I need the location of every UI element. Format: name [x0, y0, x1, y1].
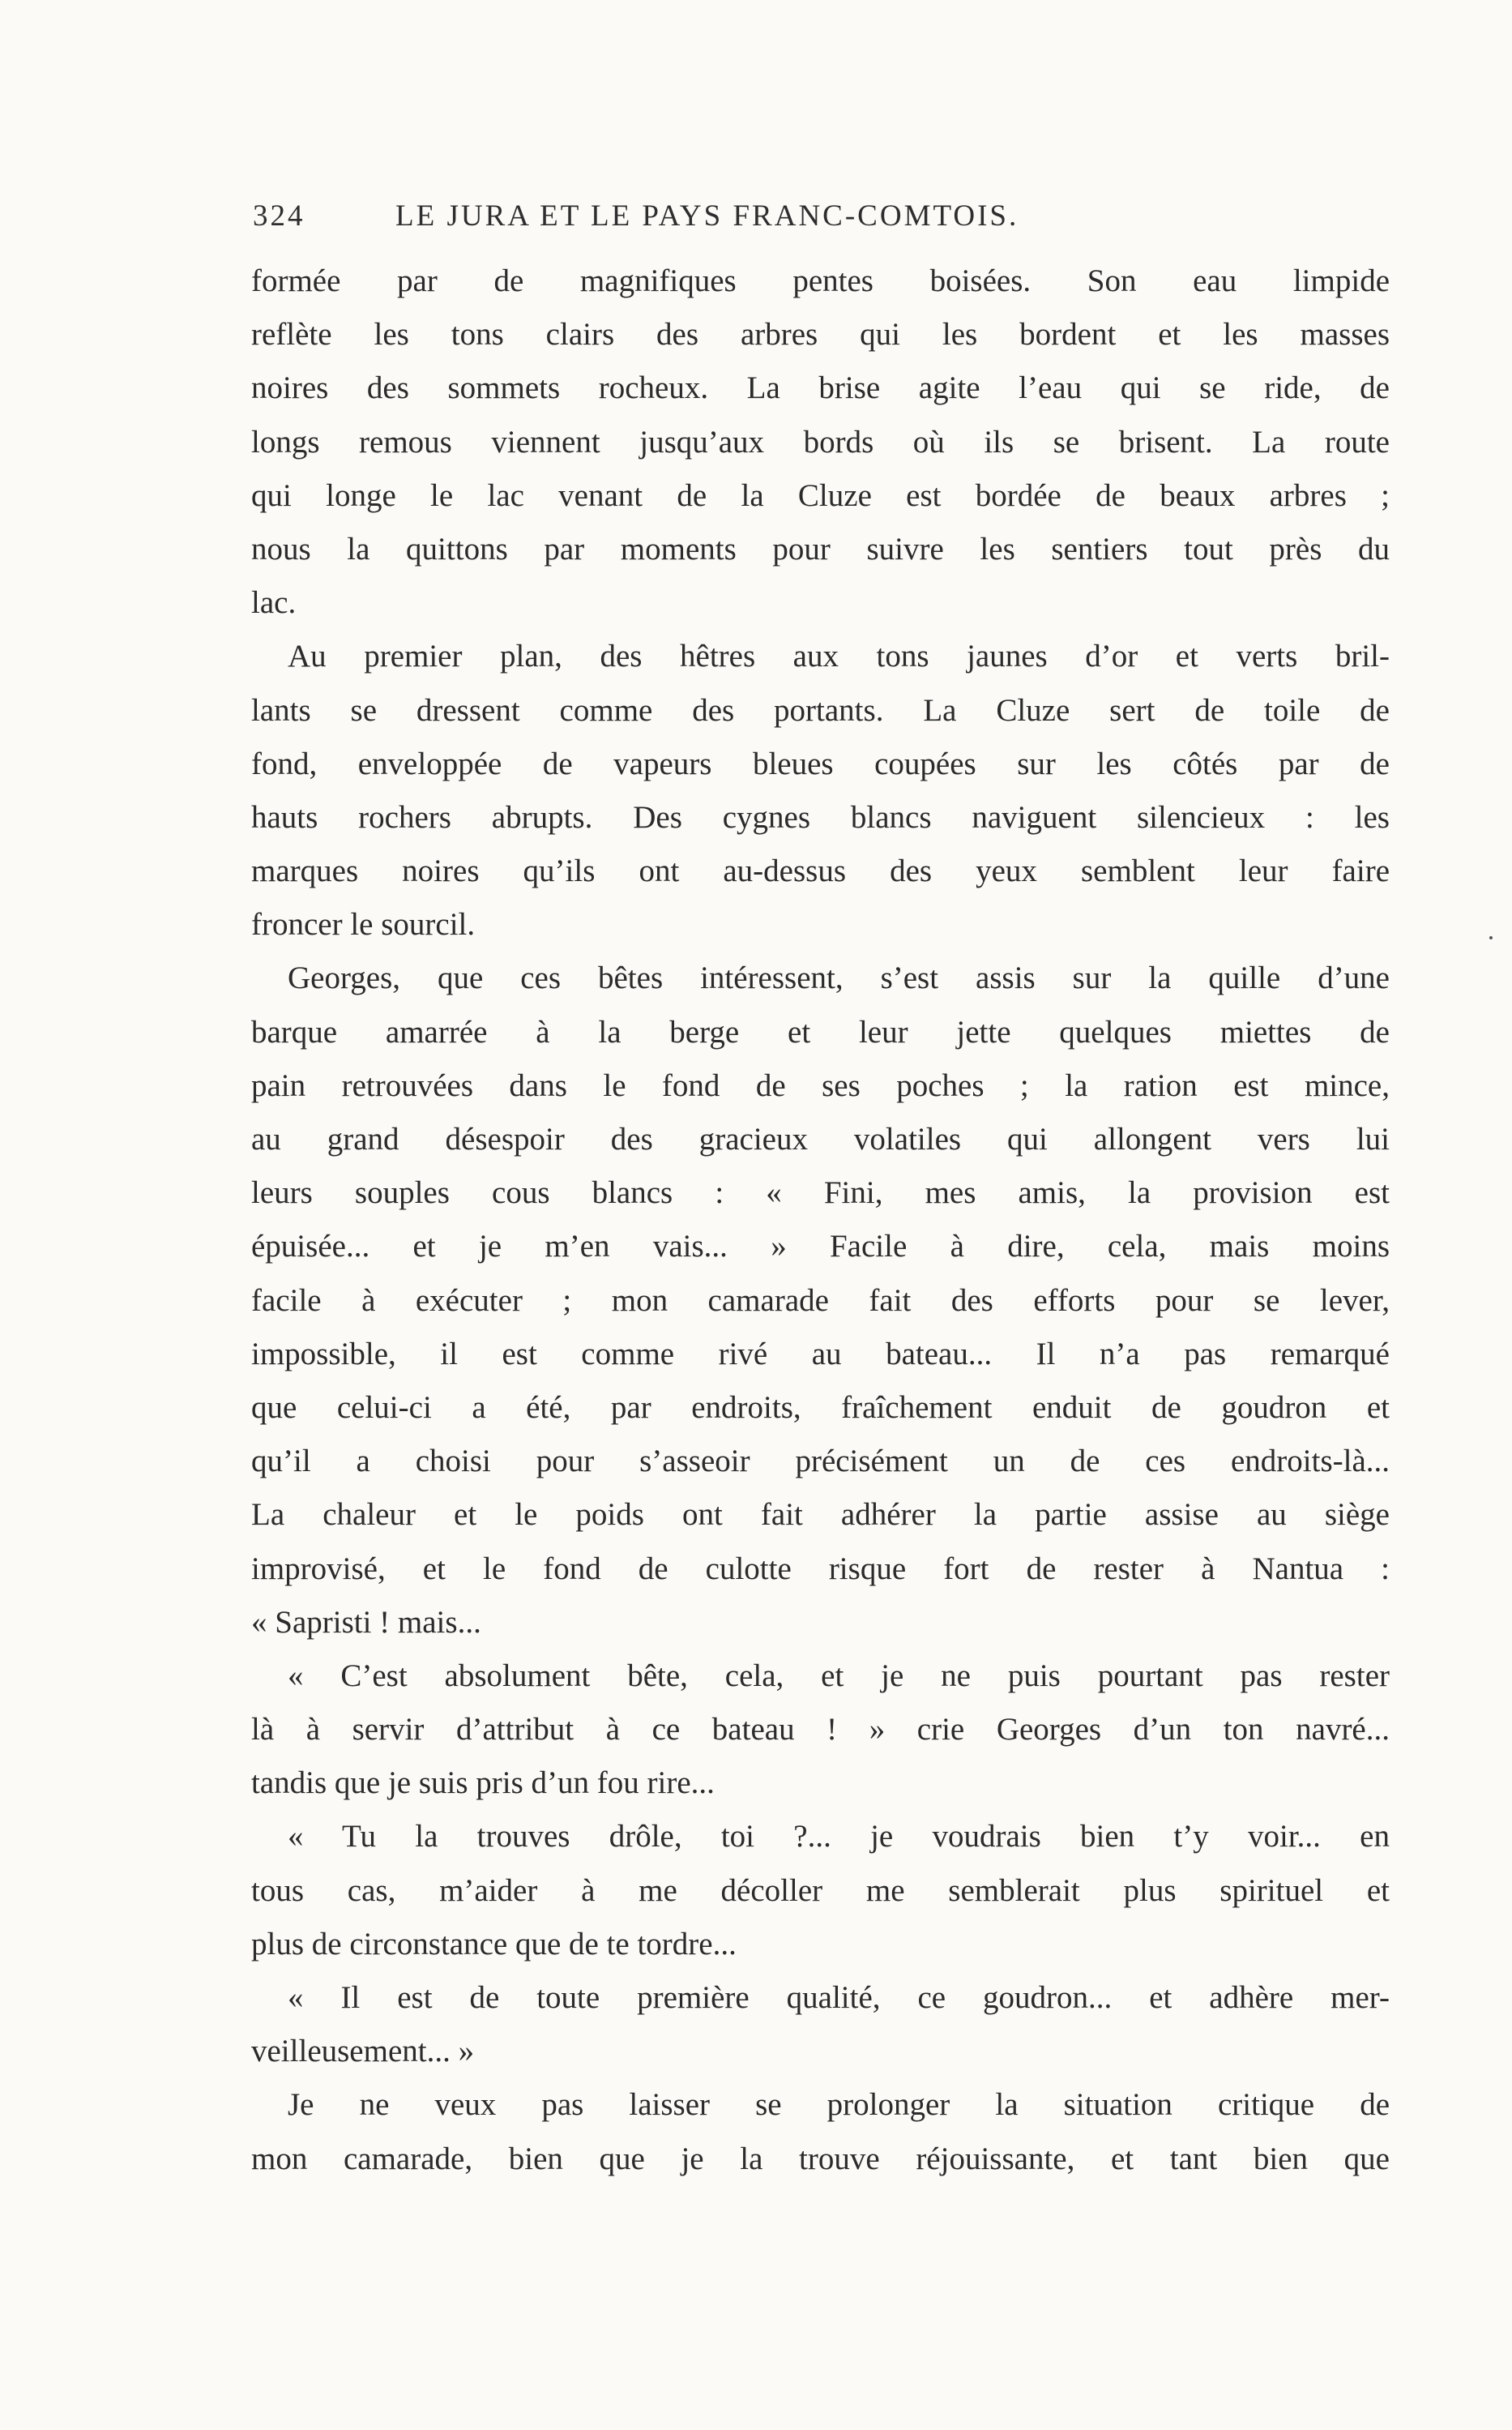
text-line: noires des sommets rocheux. La brise agite l’eau qui se ride, de: [251, 370, 1390, 406]
text-line: Je ne veux pas laisser se prolonger la situation critique de: [288, 2087, 1390, 2123]
text-line: facile à exécuter ; mon camarade fait des efforts pour se lever,: [251, 1282, 1390, 1318]
text-line: qui longe le lac venant de la Cluze est bordée de beaux arbres ;: [251, 477, 1390, 513]
text-line: pain retrouvées dans le fond de ses poches ; la ration est mince,: [251, 1067, 1390, 1103]
text-line: Georges, que ces bêtes intéressent, s’est assis sur la quille d’une: [288, 960, 1390, 996]
page-header: [253, 199, 1290, 239]
text-line: impossible, il est comme rivé au bateau... Il n’a pas remarqué: [251, 1336, 1390, 1371]
text-line: leurs souples cous blancs : « Fini, mes amis, la provision est: [251, 1175, 1390, 1211]
text-line: au grand désespoir des gracieux volatiles qui allongent vers lui: [251, 1122, 1390, 1157]
text-line: lac.: [251, 585, 297, 621]
text-line: « C’est absolument bête, cela, et je ne puis pourtant pas rester: [288, 1658, 1390, 1693]
text-line: La chaleur et le poids ont fait adhérer la partie assise au siège: [251, 1497, 1390, 1533]
margin-speck: [1489, 936, 1493, 939]
text-line: Au premier plan, des hêtres aux tons jaunes d’or et verts bril-: [288, 639, 1390, 674]
text-line: « Sapristi ! mais...: [251, 1604, 481, 1640]
text-line: fond, enveloppée de vapeurs bleues coupées sur les côtés par de: [251, 746, 1390, 781]
text-line: formée par de magnifiques pentes boisées. Son eau limpide: [251, 263, 1390, 298]
text-line: reflète les tons clairs des arbres qui les bordent et les masses: [251, 317, 1390, 353]
text-line: nous la quittons par moments pour suivre les sentiers tout près du: [251, 531, 1390, 567]
text-line: qu’il a choisi pour s’asseoir précisément un de ces endroits-là...: [251, 1444, 1390, 1479]
text-line: lants se dressent comme des portants. La Cluze sert de toile de: [251, 692, 1390, 728]
text-line: hauts rochers abrupts. Des cygnes blancs naviguent silencieux : les: [251, 799, 1390, 835]
text-line: tous cas, m’aider à me décoller me semblerait plus spirituel et: [251, 1872, 1390, 1908]
text-line: longs remous viennent jusqu’aux bords où ils se brisent. La route: [251, 424, 1390, 460]
text-line: tandis que je suis pris d’un fou rire...: [251, 1765, 715, 1801]
text-line: plus de circonstance que de te tordre...: [251, 1926, 737, 1962]
text-line: « Il est de toute première qualité, ce goudron... et adhère mer-: [288, 1980, 1390, 2015]
text-line: « Tu la trouves drôle, toi ?... je voudrais bien t’y voir... en: [288, 1819, 1390, 1855]
text-line: marques noires qu’ils ont au-dessus des yeux semblent leur faire: [251, 853, 1390, 889]
text-line: barque amarrée à la berge et leur jette quelques miettes de: [251, 1014, 1390, 1050]
text-line: veilleusement... »: [251, 2034, 475, 2069]
text-line: froncer le sourcil.: [251, 907, 476, 943]
page-number: 324: [253, 199, 305, 233]
text-line: épuisée... et je m’en vais... » Facile à dire, cela, mais moins: [251, 1229, 1390, 1264]
text-line: mon camarade, bien que je la trouve réjouissante, et tant bien que: [251, 2141, 1390, 2176]
text-line: que celui-ci a été, par endroits, fraîchement enduit de goudron et: [251, 1389, 1390, 1425]
text-line: improvisé, et le fond de culotte risque fort de rester à Nantua :: [251, 1551, 1390, 1586]
body-text: [251, 255, 1390, 2186]
text-line: là à servir d’attribut à ce bateau ! » crie Georges d’un ton navré...: [251, 1712, 1390, 1748]
running-title: LE JURA ET LE PAYS FRANC-COMTOIS.: [395, 199, 1019, 233]
